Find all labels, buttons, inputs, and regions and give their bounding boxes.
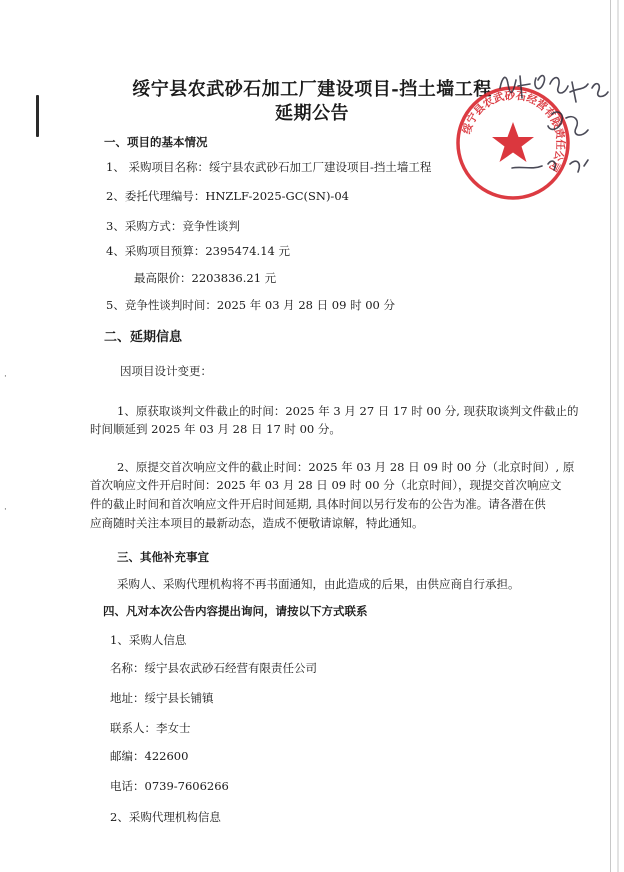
section-heading-extension: 二、延期信息 [104, 330, 183, 345]
section-heading-basic-info: 一、项目的基本情况 [104, 135, 208, 149]
max-price: 最高限价：2203836.21 元 [134, 271, 277, 285]
project-budget: 4、采购项目预算：2395474.14 元 [106, 244, 290, 258]
document-title: 绥宁县农武砂石加工厂建设项目-挡土墙工程 [132, 79, 492, 100]
agency-code: 2、委托代理编号：HNZLF-2025-GC(SN)-04 [106, 189, 349, 203]
extension-paragraph-1-line-1: 1、原获取谈判文件截止的时间：2025 年 3 月 27 日 17 时 00 分, 现获取谈判文件截止的 [117, 404, 579, 418]
extension-reason: 因项目设计变更： [120, 364, 212, 378]
agency-info-heading: 2、采购代理机构信息 [110, 810, 221, 824]
extension-paragraph-2-line-3: 件的截止时间和首次响应文件开启时间延期, 具体时间以另行发布的公告为准。请各潜在供 [90, 497, 546, 511]
extension-paragraph-2-line-1: 2、原提交首次响应文件的截止时间：2025 年 03 月 28 日 09 时 00 分（北京时间）, 原 [117, 460, 575, 474]
purchaser-info-heading: 1、采购人信息 [110, 633, 187, 647]
section-heading-other: 三、其他补充事宜 [117, 550, 209, 564]
page-edge-shadow [617, 0, 619, 872]
extension-paragraph-2-line-2: 首次响应文件开启时间：2025 年 03 月 28 日 09 时 00 分（北京时间），现提交首次响应文 [90, 478, 562, 492]
extension-paragraph-2-line-4: 应商随时关注本项目的最新动态，造成不便敬请谅解，特此通知。 [90, 516, 424, 530]
purchaser-phone: 电话：0739-7606266 [110, 779, 229, 793]
other-matters-text: 采购人、采购代理机构将不再书面通知，由此造成的后果，由供应商自行承担。 [117, 577, 520, 591]
purchaser-postcode: 邮编：422600 [110, 749, 189, 763]
margin-mark: · [4, 505, 7, 515]
handwritten-signature [492, 58, 612, 198]
document-subtitle: 延期公告 [275, 103, 349, 124]
section-heading-contact: 四、凡对本次公告内容提出询问，请按以下方式联系 [103, 604, 368, 618]
margin-mark: · [4, 372, 7, 382]
project-name: 1、 采购项目名称：绥宁县农武砂石加工厂建设项目-挡土墙工程 [106, 160, 432, 174]
purchaser-contact: 联系人：李女士 [110, 721, 191, 735]
extension-paragraph-1-line-2: 时间顺延到 2025 年 03 月 28 日 17 时 00 分。 [90, 422, 341, 436]
seal-ring-text: 绥宁县农武砂石经营有限责任公司 [460, 89, 567, 174]
negotiation-time: 5、竞争性谈判时间：2025 年 03 月 28 日 09 时 00 分 [106, 298, 396, 312]
procurement-method: 3、采购方式：竞争性谈判 [106, 219, 240, 233]
purchaser-address: 地址：绥宁县长铺镇 [110, 691, 214, 705]
purchaser-name: 名称：绥宁县农武砂石经营有限责任公司 [110, 661, 317, 675]
